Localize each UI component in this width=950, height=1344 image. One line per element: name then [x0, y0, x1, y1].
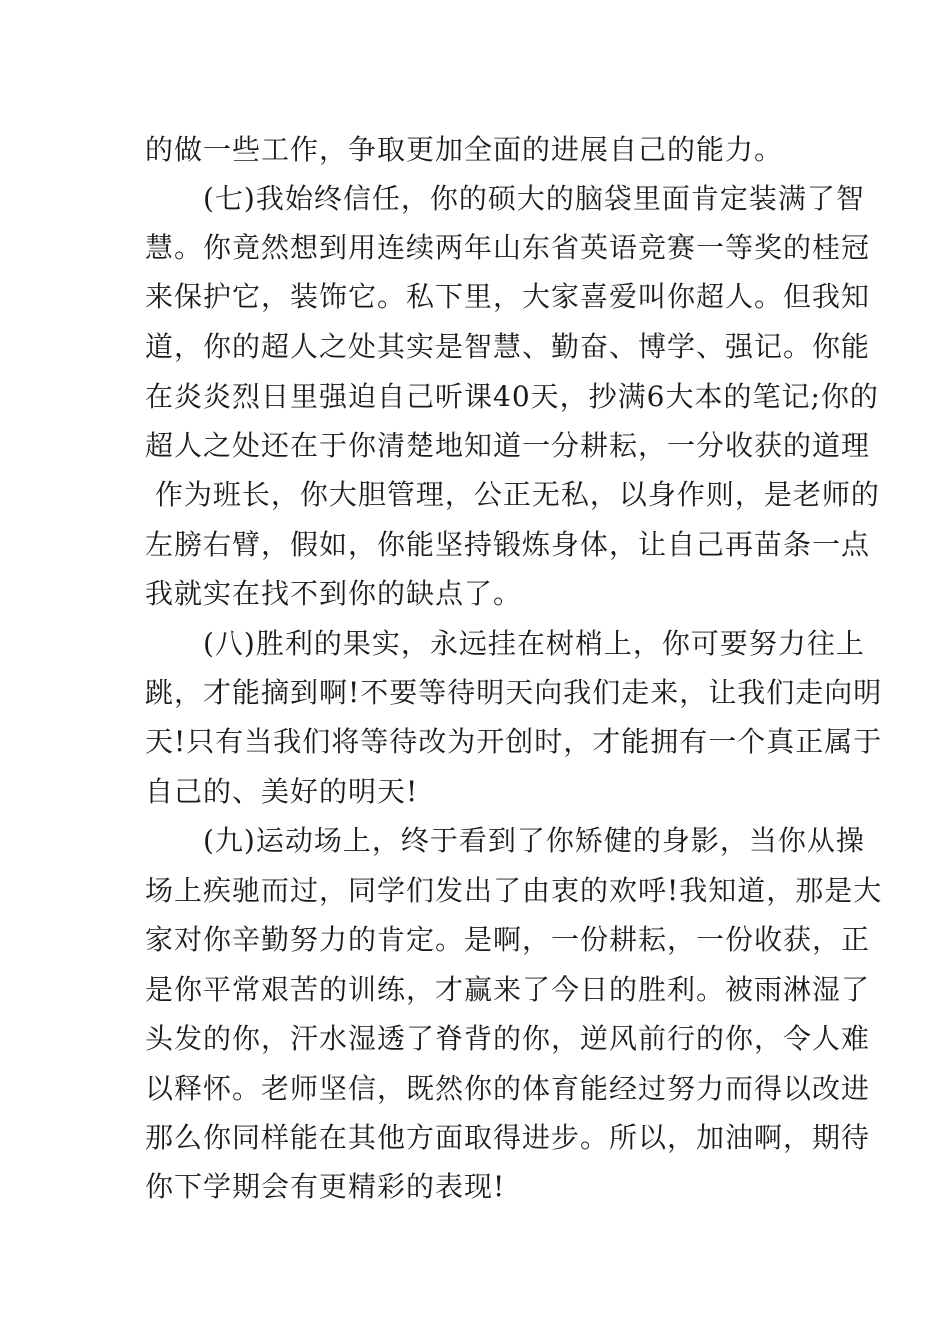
text-line: 我就实在找不到你的缺点了。: [145, 577, 523, 610]
text-line: 左膀右臂，假如，你能坚持锻炼身体，让自己再苗条一点: [145, 528, 871, 561]
text-line: 家对你辛勤努力的肯定。是啊，一份耕耘，一份收获，正: [145, 923, 871, 956]
text-line: 天!只有当我们将等待改为开创时，才能拥有一个真正属于: [145, 725, 883, 758]
text-line: 超人之处还在于你清楚地知道一分耕耘，一分收获的道理: [145, 429, 871, 462]
paragraph-7-start: (七)我始终信任，你的硕大的脑袋里面肯定装满了智: [203, 182, 865, 215]
text-line: 以释怀。老师坚信，既然你的体育能经过努力而得以改进: [145, 1072, 871, 1105]
text-line: 场上疾驰而过，同学们发出了由衷的欢呼!我知道，那是大: [145, 874, 883, 907]
text-line: 自己的、美好的明天!: [145, 775, 419, 808]
paragraph-8-start: (八)胜利的果实，永远挂在树梢上，你可要努力往上: [203, 627, 865, 660]
text-line: 的做一些工作，争取更加全面的进展自己的能力。: [145, 133, 784, 166]
text-line: 作为班长，你大胆管理，公正无私，以身作则，是老师的: [145, 478, 880, 511]
text-line: 你下学期会有更精彩的表现!: [145, 1170, 506, 1203]
text-line: 那么你同样能在其他方面取得进步。所以，加油啊，期待: [145, 1121, 871, 1154]
text-line: 是你平常艰苦的训练，才赢来了今日的胜利。被雨淋湿了: [145, 973, 871, 1006]
paragraph-9-start: (九)运动场上，终于看到了你矫健的身影，当你从操: [203, 824, 865, 857]
text-line: 来保护它，装饰它。私下里，大家喜爱叫你超人。但我知: [145, 280, 871, 313]
text-line: 道，你的超人之处其实是智慧、勤奋、博学、强记。你能: [145, 330, 871, 363]
text-line: 头发的你，汗水湿透了脊背的你，逆风前行的你，令人难: [145, 1022, 871, 1055]
text-line: 慧。你竟然想到用连续两年山东省英语竞赛一等奖的桂冠: [145, 231, 871, 264]
text-line: 跳，才能摘到啊!不要等待明天向我们走来，让我们走向明: [145, 676, 883, 709]
text-line: 在炎炎烈日里强迫自己听课40天，抄满6大本的笔记;你的: [145, 380, 879, 413]
